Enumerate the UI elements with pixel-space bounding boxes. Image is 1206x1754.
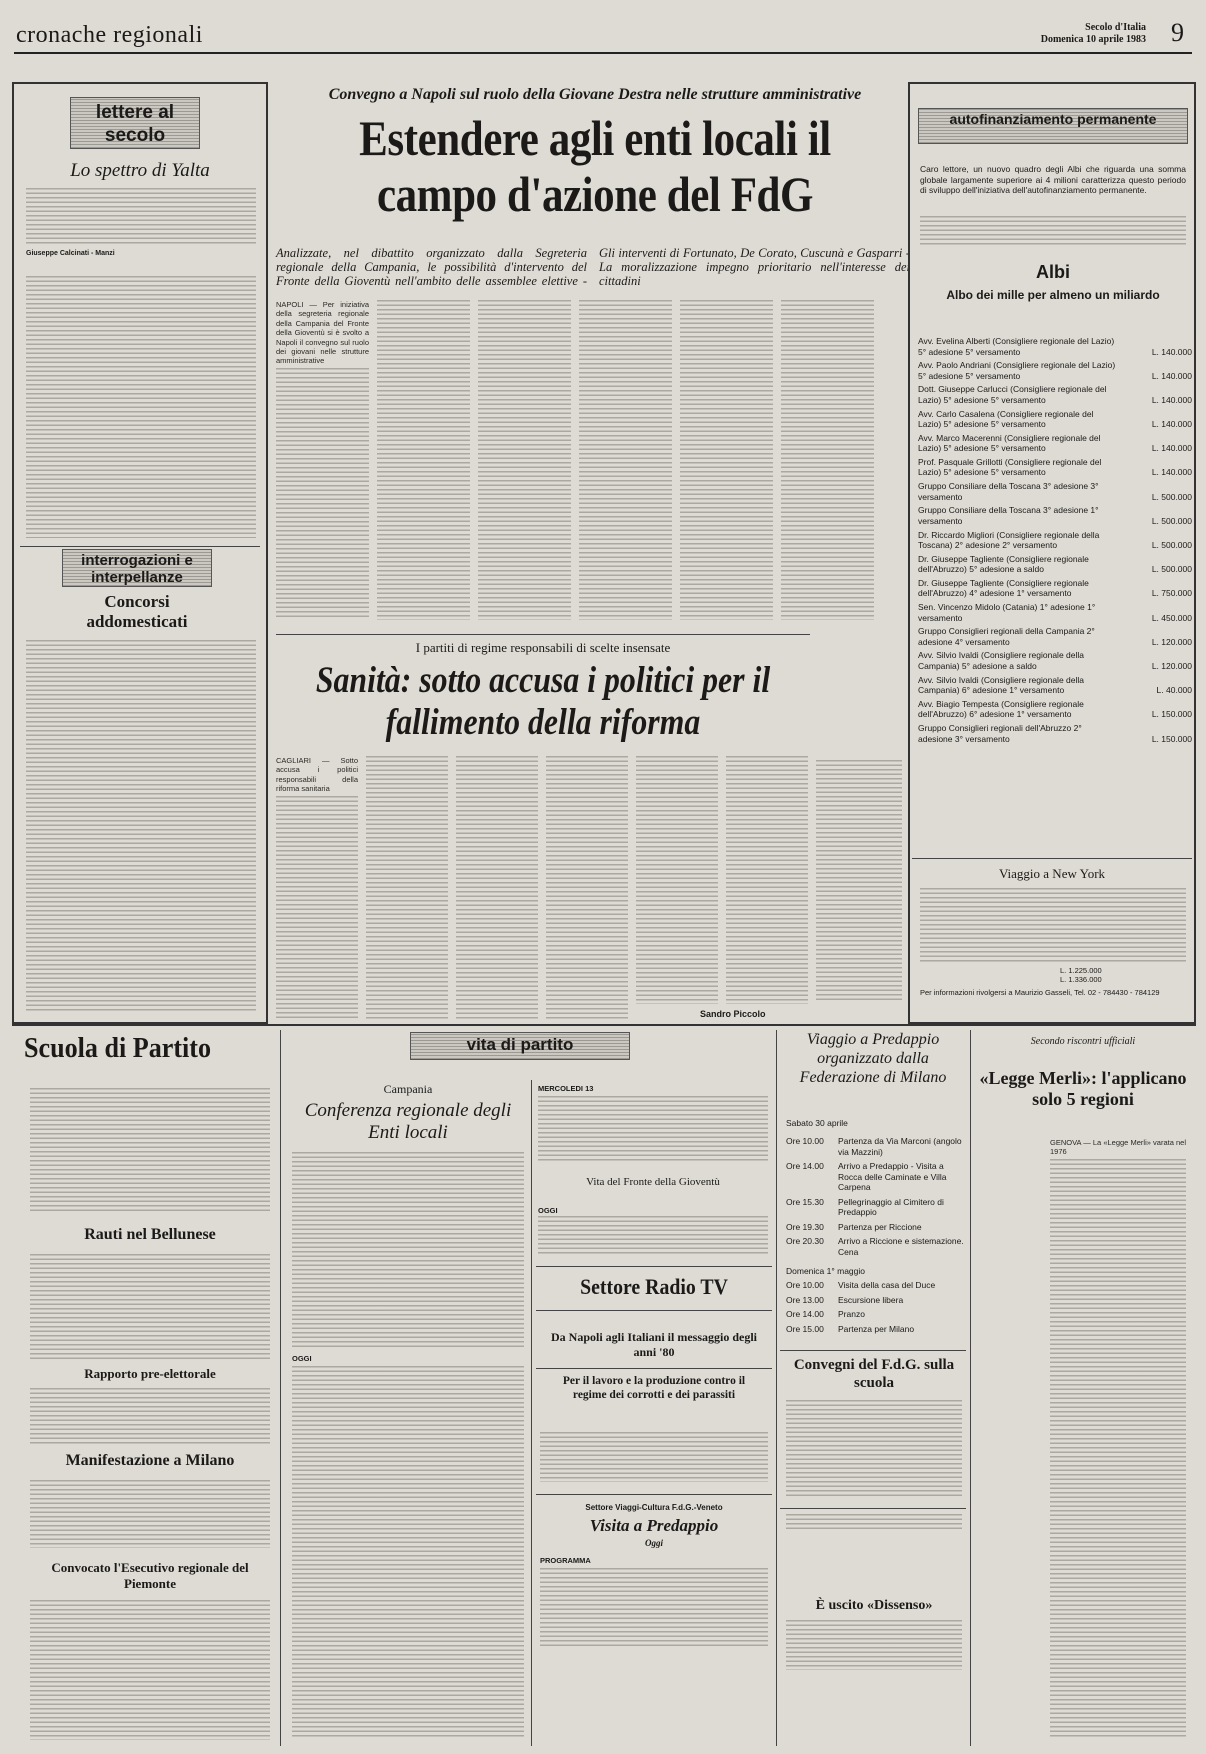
albi-entry (918, 457, 1192, 478)
newyork-title: Viaggio a New York (998, 866, 1106, 881)
rapporto-text (30, 1388, 270, 1444)
schedule-text: Partenza da Via Marconi (angolo via Mazzini) (838, 1136, 962, 1157)
main-headline: Estendere agli enti locali il campo d'azione del FdG (359, 110, 831, 222)
page-number: 9 (1171, 18, 1184, 47)
albi-entry-amount: L. 500.000 (1151, 564, 1192, 575)
albi-entry (918, 530, 1192, 551)
sanita-dateline: CAGLIARI — Sotto accusa i politici responsabili della riforma sanitaria (276, 756, 358, 794)
sanita-col-5 (636, 756, 718, 1004)
programma-label: PROGRAMMA (540, 1556, 591, 1565)
scuola-vertical-rule (280, 1030, 281, 1746)
radio-sub: Da Napoli agli Italiani il messaggio degli anni '80 (550, 1330, 757, 1359)
vita-band: vita di partito (410, 1032, 630, 1060)
albi-entry-name: Sen. Vincenzo Midolo (Catania) 1° adesione 1° versamento (918, 602, 1096, 623)
schedule-time: Ore 10.00 (786, 1280, 824, 1290)
lavoro-title: Per il lavoro e la produzione contro il regime dei corrotti e dei parassiti (562, 1375, 746, 1401)
albi-entry-name: Avv. Evelina Alberti (Consigliere regionale del Lazio) 5° adesione 5° versamento (918, 336, 1115, 357)
legge-dateline: GENOVA — La «Legge Merli» varata nel 1976 (1050, 1138, 1186, 1157)
sanita-kicker: I partiti di regime responsabili di scelte insensate (415, 640, 671, 655)
conferenza-title: Conferenza regionale degli Enti locali (304, 1100, 512, 1143)
albi-entry (918, 626, 1192, 647)
legge-vertical-rule (970, 1030, 971, 1746)
schedule-row (786, 1295, 966, 1306)
albi-entry-amount: L. 150.000 (1151, 733, 1192, 744)
autofin-band: autofinanziamento permanente (918, 108, 1188, 144)
main-col-5 (680, 300, 773, 620)
newyork-quota-1: L. 1.225.000 (1060, 966, 1102, 975)
visita-title: Visita a Predappio (589, 1516, 719, 1535)
paper-name: Secolo d'Italia (1085, 22, 1146, 33)
schedule-time: Ore 14.00 (786, 1161, 824, 1171)
main-deck: Analizzate, nel dibattito organizzato dalla Segreteria regionale della Campania, le possibilità d'intervento del Fronte della Gioventù nell'ambito delle assemblee elettive - Gli interventi di Fortunato, De Corato, Cuscunà e Gasparri - La moralizzazione impegno prioritario nell'interesse dei cittadini (276, 246, 910, 288)
lettere-text-1 (26, 188, 256, 246)
esecutivo-title: Convocato l'Esecutivo regionale del Piemonte (51, 1560, 249, 1591)
newyork-info: Per informazioni rivolgersi a Maurizio Gasseli, Tel. 02 - 784430 - 784129 (920, 988, 1160, 997)
albi-entry-name: Gruppo Consiglieri regionali della Campania 2° adesione 4° versamento (918, 626, 1095, 647)
rapporto-title: Rapporto pre-elettorale (84, 1366, 216, 1381)
albi-entry-name: Dott. Giuseppe Carlucci (Consigliere regionale del Lazio) 5° adesione 5° versamento (918, 384, 1107, 405)
schedule-row (786, 1280, 966, 1291)
albi-list (918, 336, 1192, 747)
masthead-info (1041, 22, 1146, 46)
albi-entry-amount: L. 120.000 (1151, 636, 1192, 647)
newyork-quotes (1060, 966, 1102, 984)
visita-oggi: Oggi (645, 1538, 663, 1548)
autofin-intro: Caro lettore, un nuovo quadro degli Albi che riguarda una somma globale largamente superiore ai 4 milioni caratterizza questo periodo di sviluppo dell'iniziativa dell'autofinanziamento permanente. (920, 164, 1186, 195)
schedule-text: Partenza per Milano (838, 1323, 915, 1334)
oggi-list-1 (292, 1366, 524, 1738)
interrogazioni-text (26, 640, 256, 1012)
mercoledi-text (538, 1096, 768, 1162)
main-col-1-body (276, 368, 369, 620)
main-col-6 (781, 300, 874, 620)
sanita-col-2 (366, 756, 448, 1020)
convegni-title: Convegni del F.d.G. sulla scuola (793, 1357, 955, 1391)
schedule-text: Partenza per Riccione (838, 1221, 922, 1232)
main-kicker: Convegno a Napoli sul ruolo della Giovane Destra nelle strutture amministrative (328, 86, 862, 103)
schedule-row (786, 1161, 966, 1193)
predappio-title: Viaggio a Predappio organizzato dalla Federazione di Milano (799, 1031, 947, 1086)
albi-entry-name: Dr. Giuseppe Tagliente (Consigliere regionale dell'Abruzzo) 5° adesione a saldo (918, 553, 1089, 575)
left-divider (20, 546, 260, 547)
sanita-top-rule (276, 634, 810, 635)
newyork-text (920, 888, 1186, 964)
schedule-row (786, 1324, 966, 1335)
radio-note (786, 1514, 962, 1532)
main-dateline: NAPOLI — Per iniziativa della segreteria regionale della Campania del Fronte della Gioventù si è svolto a Napoli il convegno sul ruolo dei giovani nelle strutture amministrative (276, 300, 369, 366)
albi-entry (918, 602, 1192, 623)
schedule-time: Ore 15.00 (786, 1323, 824, 1334)
viaggi-top-rule (536, 1494, 772, 1495)
albi-entry-name: Avv. Silvio Ivaldi (Consigliere regionale della Campania) 5° adesione a saldo (918, 650, 1084, 671)
albi-entry-name: Avv. Carlo Casalena (Consigliere regionale del Lazio) 5° adesione 5° versamento (918, 408, 1094, 430)
schedule-time: Ore 19.30 (786, 1221, 824, 1232)
albi-entry (918, 650, 1192, 671)
settore-viaggi: Settore Viaggi-Cultura F.d.G.-Veneto (585, 1503, 723, 1512)
albi-entry (918, 409, 1192, 430)
sanita-col-7 (816, 760, 902, 1000)
sanita-col-3 (456, 756, 538, 1020)
settore-radio-title: Settore Radio TV (580, 1274, 728, 1299)
issue-date: Domenica 10 aprile 1983 (1040, 34, 1146, 45)
main-col-2 (377, 300, 470, 620)
campania-label: Campania (383, 1082, 433, 1096)
schedule-time: Ore 10.00 (786, 1136, 824, 1146)
schedule-row (786, 1309, 966, 1320)
legge-kicker: Secondo riscontri ufficiali (1030, 1036, 1136, 1047)
lettere-title: Lo spettro di Yalta (70, 160, 210, 181)
sanita-signature: Sandro Piccolo (700, 1009, 766, 1019)
albi-entry-amount: L. 750.000 (1151, 588, 1192, 599)
albi-entry-amount: L. 450.000 (1151, 612, 1192, 623)
main-col-1 (276, 300, 369, 620)
albi-entry-name: Gruppo Consiliare della Toscana 3° adesione 3° versamento (918, 481, 1099, 502)
predappio-vertical-rule (776, 1030, 777, 1746)
vita-fronte-title: Vita del Fronte della Gioventù (586, 1176, 720, 1188)
albi-subtitle: Albo dei mille per almeno un miliardo (946, 288, 1160, 302)
albi-entry (918, 578, 1192, 599)
schedule-time: Ore 15.30 (786, 1196, 824, 1207)
oggi-label-1: OGGI (292, 1354, 312, 1363)
schedule-time: Ore 14.00 (786, 1309, 824, 1319)
autofin-intro-rest (920, 216, 1186, 246)
oggi-label-2: OGGI (538, 1206, 558, 1215)
dissenso-pre-rule (780, 1508, 966, 1509)
albi-entry-amount: L. 140.000 (1151, 394, 1192, 405)
albi-entry-name: Dr. Riccardo Migliori (Consigliere regionale della Toscana) 2° adesione 2° versamento (918, 529, 1100, 550)
scuola-text (30, 1088, 270, 1212)
albi-entry-amount: L. 140.000 (1151, 370, 1192, 381)
sanita-col-4 (546, 756, 628, 1020)
schedule-row (786, 1222, 966, 1233)
albi-entry-name: Avv. Silvio Ivaldi (Consigliere regionale della Campania) 6° adesione 1° versamento (918, 674, 1084, 696)
section-title: cronache regionali (16, 22, 203, 48)
convegni-text (786, 1400, 962, 1496)
mercoledi-label: MERCOLEDI 13 (538, 1084, 594, 1093)
albi-entry-amount: L. 120.000 (1151, 660, 1192, 671)
schedule-row (786, 1136, 966, 1157)
albi-entry-amount: L. 500.000 (1151, 515, 1192, 526)
predappio-sabato: Sabato 30 aprile (786, 1118, 848, 1128)
schedule-text: Arrivo a Predappio - Visita a Rocca delle Caminate e Villa Carpena (838, 1161, 947, 1192)
lettere-band: lettere al secolo (70, 97, 200, 149)
albi-entry (918, 433, 1192, 454)
albi-entry-amount: L. 40.000 (1156, 685, 1192, 696)
predappio-schedule-sat (786, 1136, 966, 1261)
schedule-time: Ore 20.30 (786, 1236, 824, 1246)
esecutivo-text (30, 1600, 270, 1740)
albi-entry-amount: L. 140.000 (1151, 419, 1192, 430)
legge-text (1050, 1138, 1186, 1738)
albi-entry (918, 675, 1192, 696)
schedule-time: Ore 13.00 (786, 1294, 824, 1305)
sanita-col-1 (276, 756, 358, 1020)
albi-entry-name: Avv. Marco Macerenni (Consigliere regionale del Lazio) 5° adesione 5° versamento (918, 432, 1101, 454)
manifestazione-text (30, 1480, 270, 1548)
albi-entry-name: Gruppo Consiliare della Toscana 3° adesione 1° versamento (918, 505, 1099, 526)
conferenza-text (292, 1152, 524, 1348)
lavoro-top-rule (536, 1368, 772, 1369)
schedule-text: Pranzo (838, 1309, 865, 1319)
lower-top-rule (12, 1024, 1196, 1026)
sanita-col-1-body (276, 796, 358, 1020)
schedule-row (786, 1236, 966, 1257)
interrogazioni-title: Concorsi addomesticati (86, 592, 188, 631)
lettere-signature: Giuseppe Calcinati - Manzi (26, 250, 115, 257)
newyork-quota-2: L. 1.336.000 (1060, 975, 1102, 984)
newyork-top-rule (912, 858, 1192, 859)
lavoro-text (540, 1432, 768, 1482)
dissenso-text (786, 1620, 962, 1670)
albi-entry (918, 505, 1192, 526)
oggi-list-2 (538, 1216, 768, 1254)
albi-title: Albi (1036, 262, 1070, 282)
albi-entry-amount: L. 500.000 (1151, 540, 1192, 550)
albi-entry-amount: L. 500.000 (1151, 491, 1192, 502)
radio-rule (536, 1310, 772, 1311)
schedule-text: Pellegrinaggio al Cimitero di Predappio (838, 1196, 944, 1217)
scuola-title: Scuola di Partito (24, 1032, 212, 1064)
programma-list (540, 1568, 768, 1648)
convegni-top-rule (780, 1350, 966, 1351)
legge-body (1050, 1159, 1186, 1738)
albi-entry-amount: L. 140.000 (1151, 443, 1192, 454)
legge-headline: «Legge Merli»: l'applicano solo 5 regioni (979, 1068, 1187, 1109)
main-col-3 (478, 300, 571, 620)
albi-entry-amount: L. 140.000 (1151, 467, 1192, 478)
main-col-4 (579, 300, 672, 620)
sanita-headline: Sanità: sotto accusa i politici per il fallimento della riforma (315, 660, 771, 743)
albi-entry (918, 481, 1192, 502)
albi-entry (918, 384, 1192, 405)
albi-entry (918, 554, 1192, 575)
radio-top-rule (536, 1266, 772, 1267)
albi-entry (918, 360, 1192, 381)
albi-entry-name: Avv. Paolo Andriani (Consigliere regionale del Lazio) 5° adesione 5° versamento (918, 360, 1116, 381)
schedule-text: Visita della casa del Duce (838, 1280, 936, 1290)
dissenso-title: È uscito «Dissenso» (815, 1598, 933, 1613)
rauti-text (30, 1254, 270, 1360)
manifestazione-title: Manifestazione a Milano (65, 1452, 235, 1469)
interrogazioni-band: interrogazioni e interpellanze (62, 549, 212, 587)
lettere-text-2 (26, 276, 256, 538)
albi-entry-amount: L. 150.000 (1151, 709, 1192, 720)
predappio-schedule-sun (786, 1280, 966, 1338)
albi-entry-name: Dr. Giuseppe Tagliente (Consigliere regionale dell'Abruzzo) 4° adesione 1° versamento (918, 577, 1089, 599)
vita-vertical-rule (531, 1080, 532, 1746)
schedule-text: Arrivo a Riccione e sistemazione. Cena (838, 1236, 964, 1257)
albi-entry-name: Prof. Pasquale Grillotti (Consigliere regionale del Lazio) 5° adesione 5° versamento (918, 456, 1102, 478)
albi-entry-name: Avv. Biagio Tempesta (Consigliere regionale dell'Abruzzo) 6° adesione 1° versamento (918, 698, 1084, 720)
rauti-title: Rauti nel Bellunese (84, 1226, 216, 1243)
albi-entry (918, 336, 1192, 357)
albi-entry (918, 699, 1192, 720)
albi-entry-amount: L. 140.000 (1151, 346, 1192, 357)
header-rule (14, 52, 1192, 54)
predappio-domenica: Domenica 1° maggio (786, 1266, 865, 1276)
albi-entry-name: Gruppo Consiglieri regionali dell'Abruzzo 2° adesione 3° versamento (918, 723, 1082, 744)
albi-entry (918, 723, 1192, 744)
sanita-col-6 (726, 756, 808, 1004)
schedule-row (786, 1197, 966, 1218)
schedule-text: Escursione libera (838, 1294, 904, 1305)
